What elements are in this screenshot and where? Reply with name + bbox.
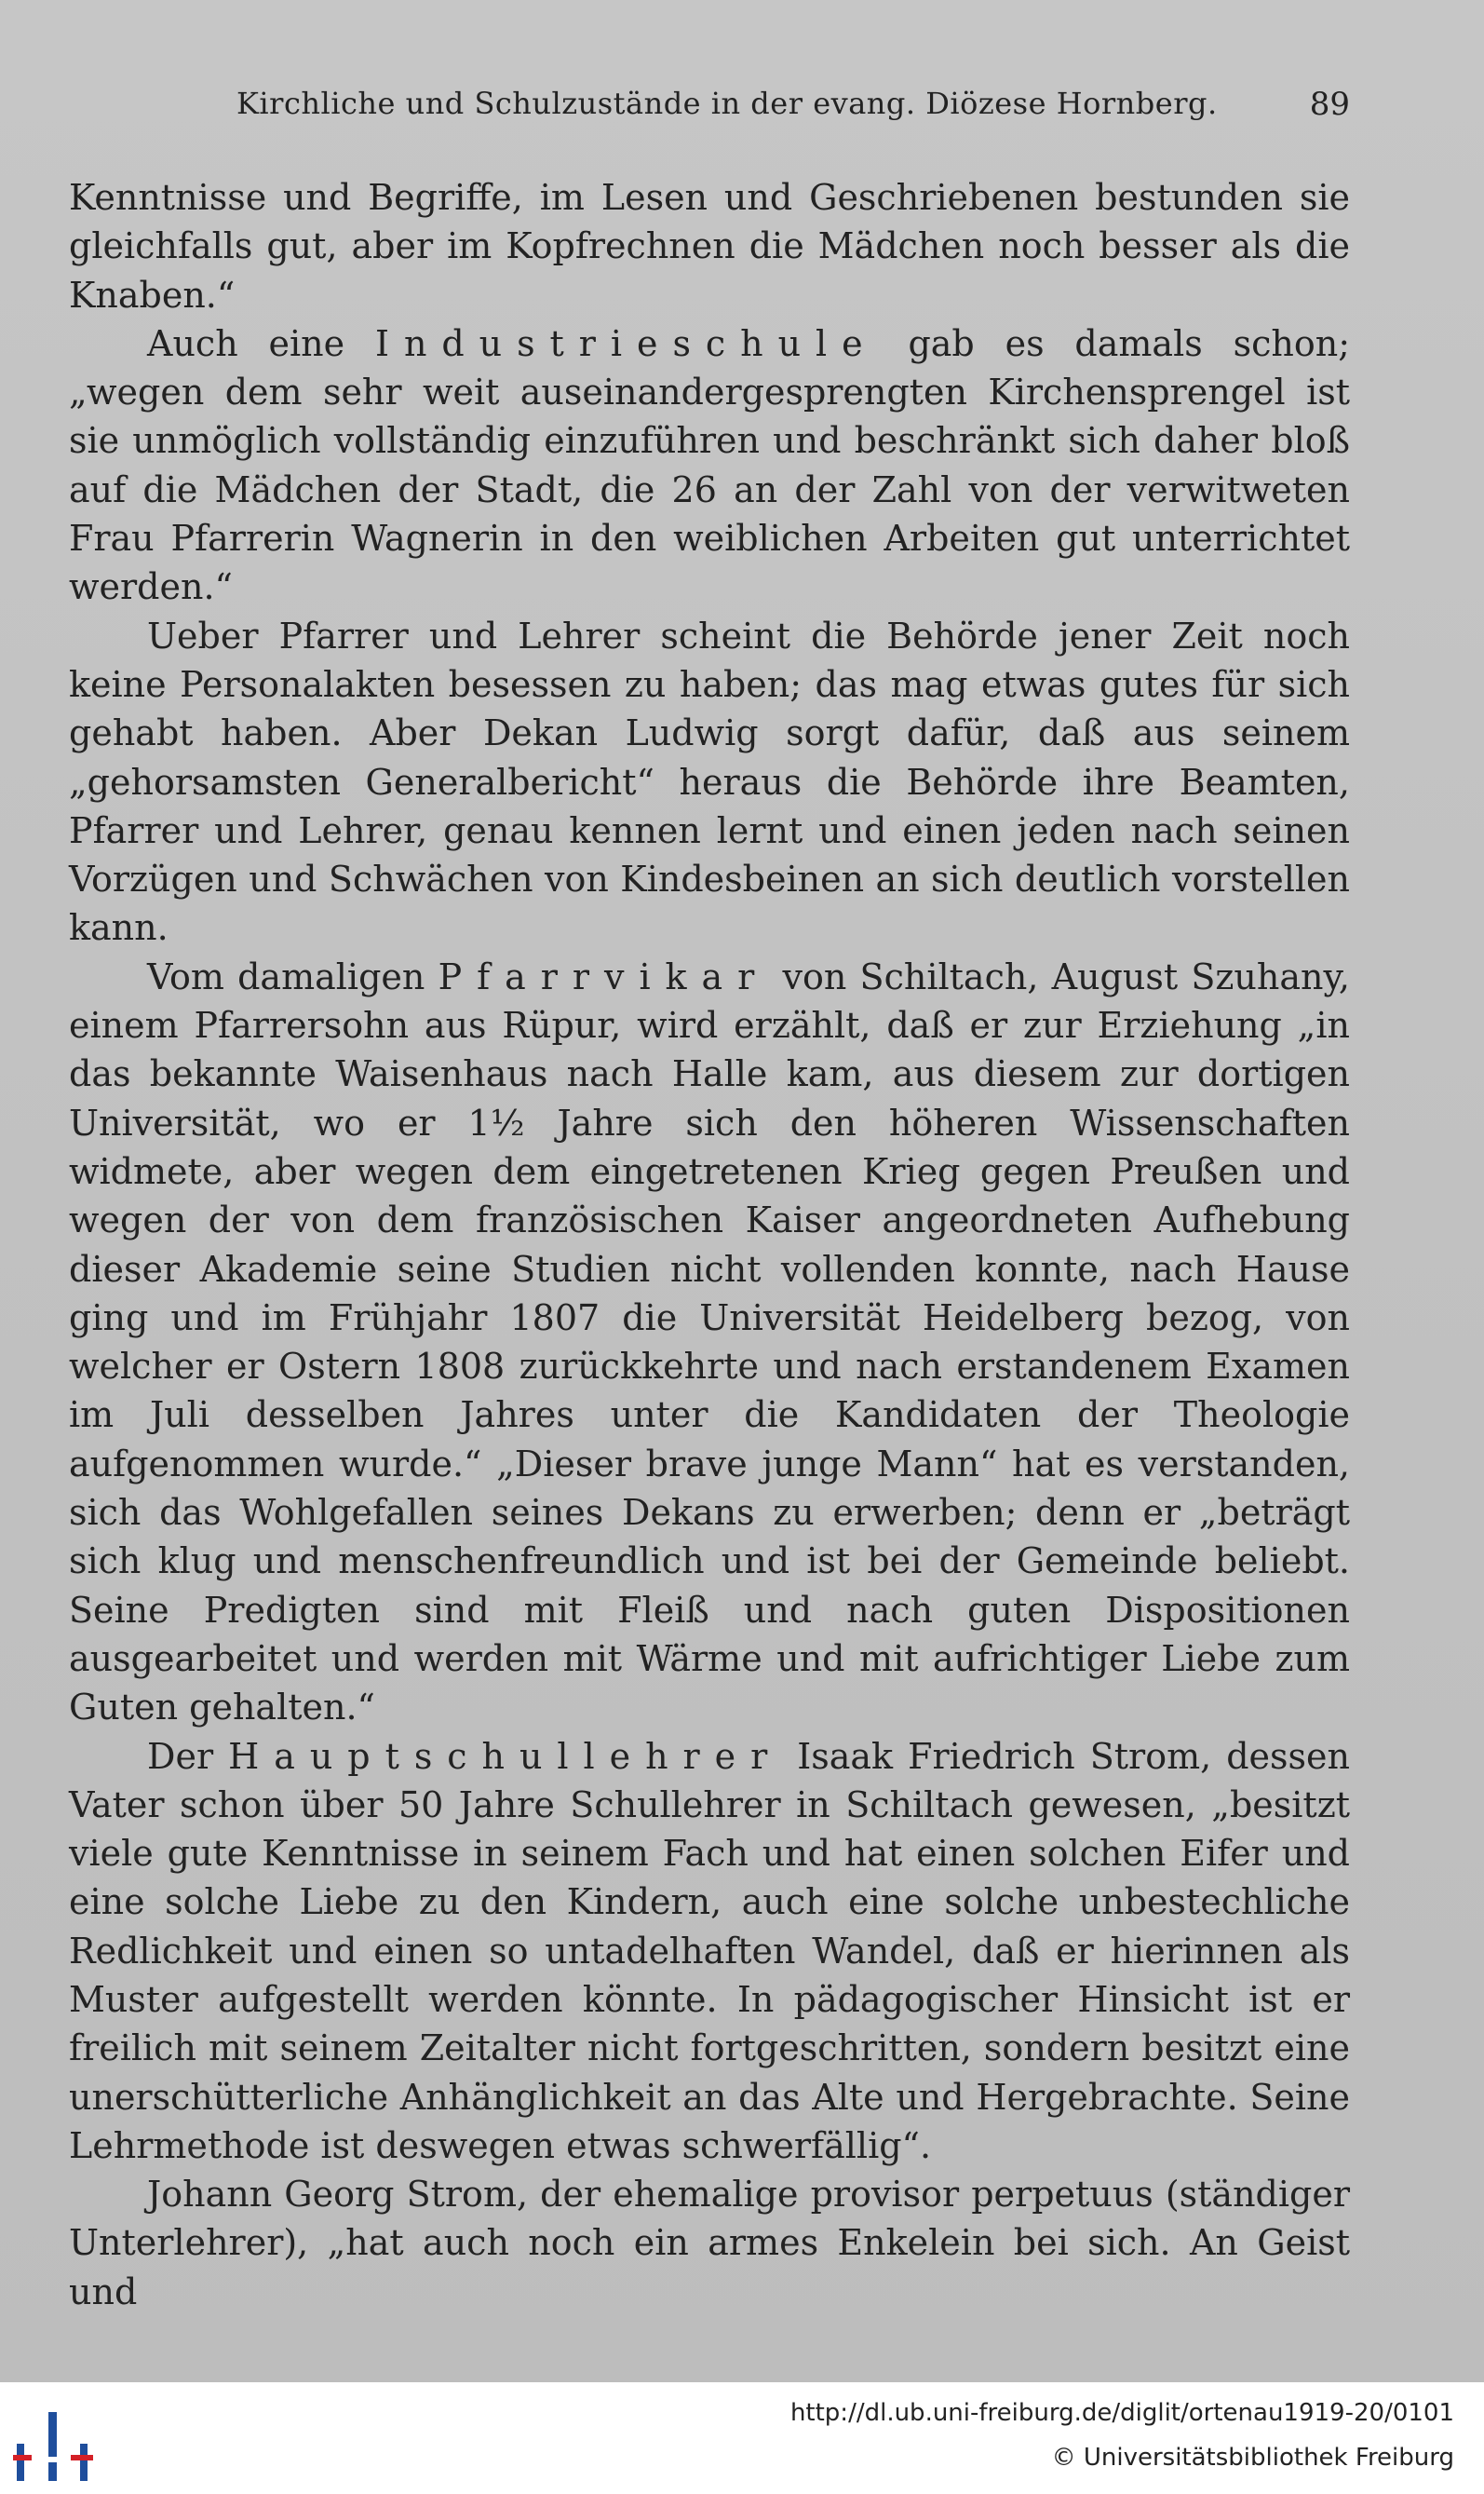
text-run: Der [147, 1735, 229, 1777]
page-header [69, 86, 1350, 132]
spaced-emphasis: Hauptschullehrer [228, 1735, 783, 1777]
footer-copyright: © Universitätsbibliothek Freiburg [1051, 2444, 1454, 2472]
spaced-emphasis: Industrieschule [374, 322, 878, 364]
text-run: Kenntnisse und Begriffe, im Lesen und Geschriebenen bestunden sie gleichfalls gut, aber im Kopfrechnen die Mädchen noch besser als die Knaben.“ [69, 177, 1350, 316]
paragraph [69, 953, 1350, 1732]
footer-url-link[interactable]: http://dl.ub.uni-freiburg.de/diglit/ortenau1919-20/0101 [789, 2399, 1454, 2427]
spaced-emphasis: Pfarrvikar [438, 956, 770, 997]
text-run: Isaak Friedrich Strom, dessen Vater schon über 50 Jahre Schullehrer in Schiltach gewesen, „besitzt viele gute Kenntnisse in seinem Fach und hat einen solchen Eifer und eine solche Liebe zu den Kindern, auch eine solche unbestechliche Redlichkeit und einen so untadelhaften Wandel, daß er hierinnen als Muster aufgestellt werden könnte. In pädagogischer Hinsicht ist er freilich mit seinem Zeitalter nicht fortgeschritten, sondern besitzt eine unerschütterliche Anhänglichkeit an das Alte und Hergebrachte. Seine Lehrmethode ist deswegen etwas schwerfällig“. [69, 1735, 1350, 2166]
logo-dash-right [71, 2455, 93, 2460]
logo-bar-right [80, 2444, 88, 2481]
text-run: Johann Georg Strom, der ehemalige provisor perpetuus (ständiger Unterlehrer), „hat auch noch ein armes Enkelein bei sich. An Geist und [69, 2174, 1350, 2312]
footer-bar [0, 2382, 1484, 2494]
logo-bar-center-top [48, 2412, 57, 2457]
paragraph [69, 173, 1350, 319]
logo-dash-left [13, 2455, 32, 2460]
text-run: Auch eine [147, 322, 375, 364]
text-run: Ueber Pfarrer und Lehrer scheint die Behörde jener Zeit noch keine Personalakten besessen zu haben; das mag etwas gutes für sich gehabt haben. Aber Dekan Ludwig sorgt dafür, daß aus seinem „gehorsamsten Generalbericht“ heraus die Behörde ihre Beamten, Pfarrer und Lehrer, genau kennen lernt und einen jeden nach seinen Vorzügen und Schwächen von Kindesbeinen an sich deutlich vorstellen kann. [69, 615, 1350, 949]
logo-bar-center-bottom [48, 2462, 57, 2481]
logo-bar-left [17, 2444, 24, 2481]
university-library-logo-icon [13, 2408, 97, 2485]
paragraph [69, 1732, 1350, 2171]
paragraph [69, 612, 1350, 953]
paragraph [69, 319, 1350, 612]
running-title: Kirchliche und Schulzustände in der evang. Diözese Hornberg. [236, 86, 1218, 121]
paragraph [69, 2170, 1350, 2316]
text-run: Vom damaligen [147, 956, 438, 997]
text-run: gab es damals schon; „wegen dem sehr weit auseinandergesprengten Kirchensprengel ist sie unmöglich vollständig einzuführen und beschränkt sich daher bloß auf die Mädchen der Stadt, die 26 an der Zahl von der verwitweten Frau Pfarrerin Wagnerin in den weiblichen Arbeiten gut unterrichtet werden.“ [69, 322, 1350, 608]
text-run: von Schiltach, August Szuhany, einem Pfarrersohn aus Rüpur, wird erzählt, daß er zur Erziehung „in das bekannte Waisenhaus nach Halle kam, aus diesem zur dortigen Universität, wo er 1½ Jahre sich den höheren Wissenschaften widmete, aber wegen dem eingetretenen Krieg gegen Preußen und wegen der von dem französischen Kaiser angeordneten Aufhebung dieser Akademie seine Studien nicht vollenden konnte, nach Hause ging und im Frühjahr 1807 die Universität Heidelberg bezog, von welcher er Ostern 1808 zurückkehrte und nach erstandenem Examen im Juli desselben Jahres unter die Kandidaten der Theologie aufgenommen wurde.“ „Dieser brave junge Mann“ hat es verstanden, sich das Wohlgefallen seines Dekans zu erwerben; denn er „beträgt sich klug und menschenfreundlich und ist bei der Gemeinde beliebt. Seine Predigten sind mit Fleiß und nach guten Dispositionen ausgearbeitet und werden mit Wärme und mit aufrichtiger Liebe zum Guten gehalten.“ [69, 956, 1350, 1728]
page-number: 89 [1309, 86, 1350, 123]
body-text [69, 173, 1350, 2316]
